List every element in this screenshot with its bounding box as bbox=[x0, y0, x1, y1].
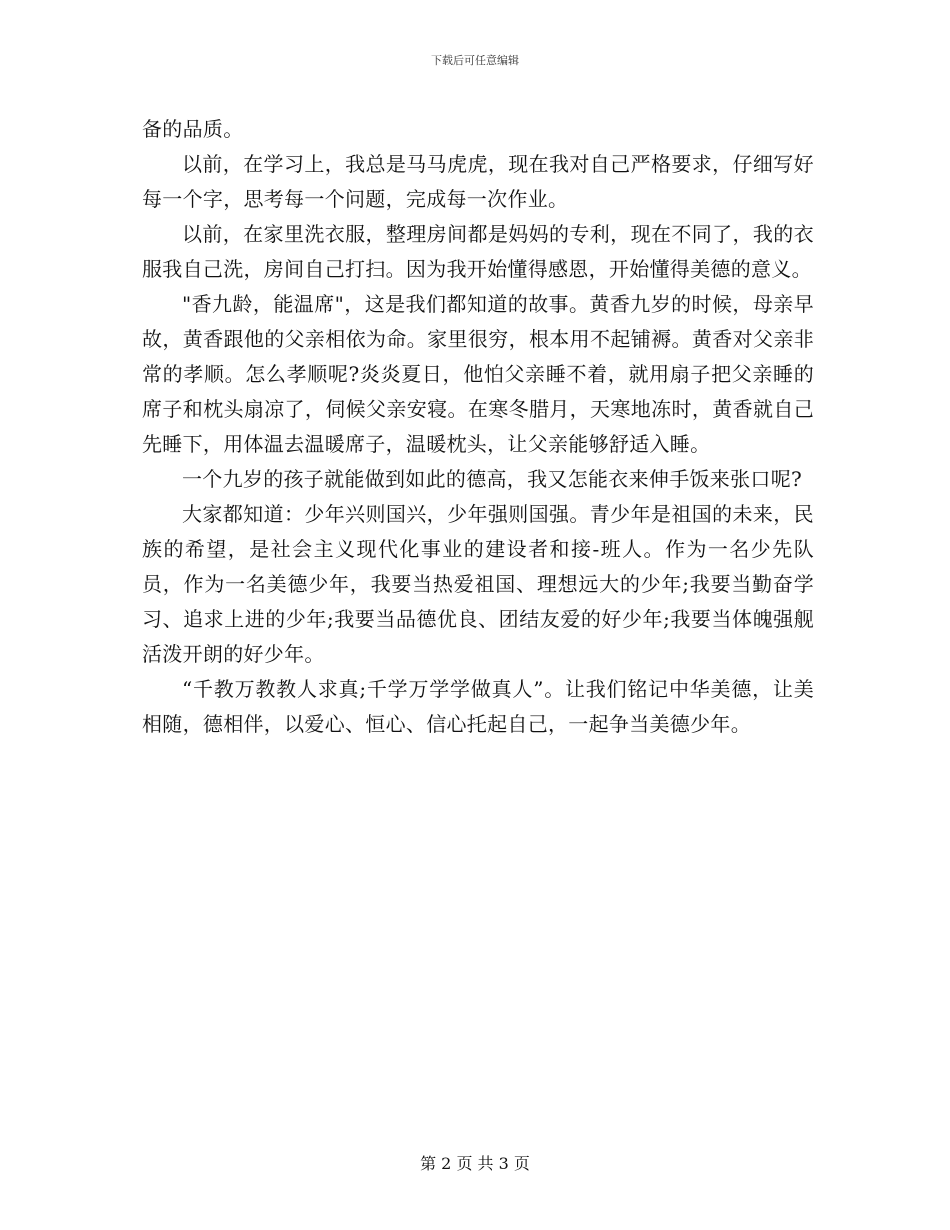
paragraph-huang-xiang: "香九龄，能温席"，这是我们都知道的故事。黄香九岁的时候，母亲早故，黄香跟他的父亲相依为命。家里很穷，根本用不起铺褥。黄香对父亲非常的孝顺。怎么孝顺呢?炎炎夏日，他怕父亲睡不着，就用扇子把父亲睡的席子和枕头扇凉了，伺候父亲安寝。在寒冬腊月，天寒地冻时，黄香就自己先睡下，用体温去温暖席子，温暖枕头，让父亲能够舒适入睡。 bbox=[142, 292, 814, 456]
paragraph-housework: 以前，在家里洗衣服，整理房间都是妈妈的专利，现在不同了，我的衣服我自己洗，房间自己打扫。因为我开始懂得感恩，开始懂得美德的意义。 bbox=[142, 222, 814, 281]
paragraph-reflection: 一个九岁的孩子就能做到如此的德高，我又怎能衣来伸手饭来张口呢? bbox=[182, 467, 803, 491]
paragraph-youth: 大家都知道：少年兴则国兴，少年强则国强。青少年是祖国的未来，民族的希望，是社会主义现代化事业的建设者和接-班人。作为一名少先队员，作为一名美德少年，我要当热爱祖国、理想远大的少年;我要当勤奋学习、追求上进的少年;我要当品德优良、团结友爱的好少年;我要当体魄强舰活泼开朗的好少年。 bbox=[142, 502, 814, 666]
paragraph-conclusion: “千教万教教人求真;千学万学学做真人”。让我们铭记中华美德，让美相随，德相伴，以爱心、恒心、信心托起自己，一起争当美德少年。 bbox=[142, 677, 814, 736]
paragraph-study: 以前，在学习上，我总是马马虎虎，现在我对自己严格要求，仔细写好每一个字，思考每一个问题，完成每一次作业。 bbox=[142, 152, 814, 211]
document-body bbox=[142, 112, 814, 742]
page-number: 第 2 页 共 3 页 bbox=[420, 1154, 530, 1173]
paragraph-continuation: 备的品质。 bbox=[142, 117, 244, 141]
page-header: 下载后可任意编辑 bbox=[431, 54, 519, 67]
